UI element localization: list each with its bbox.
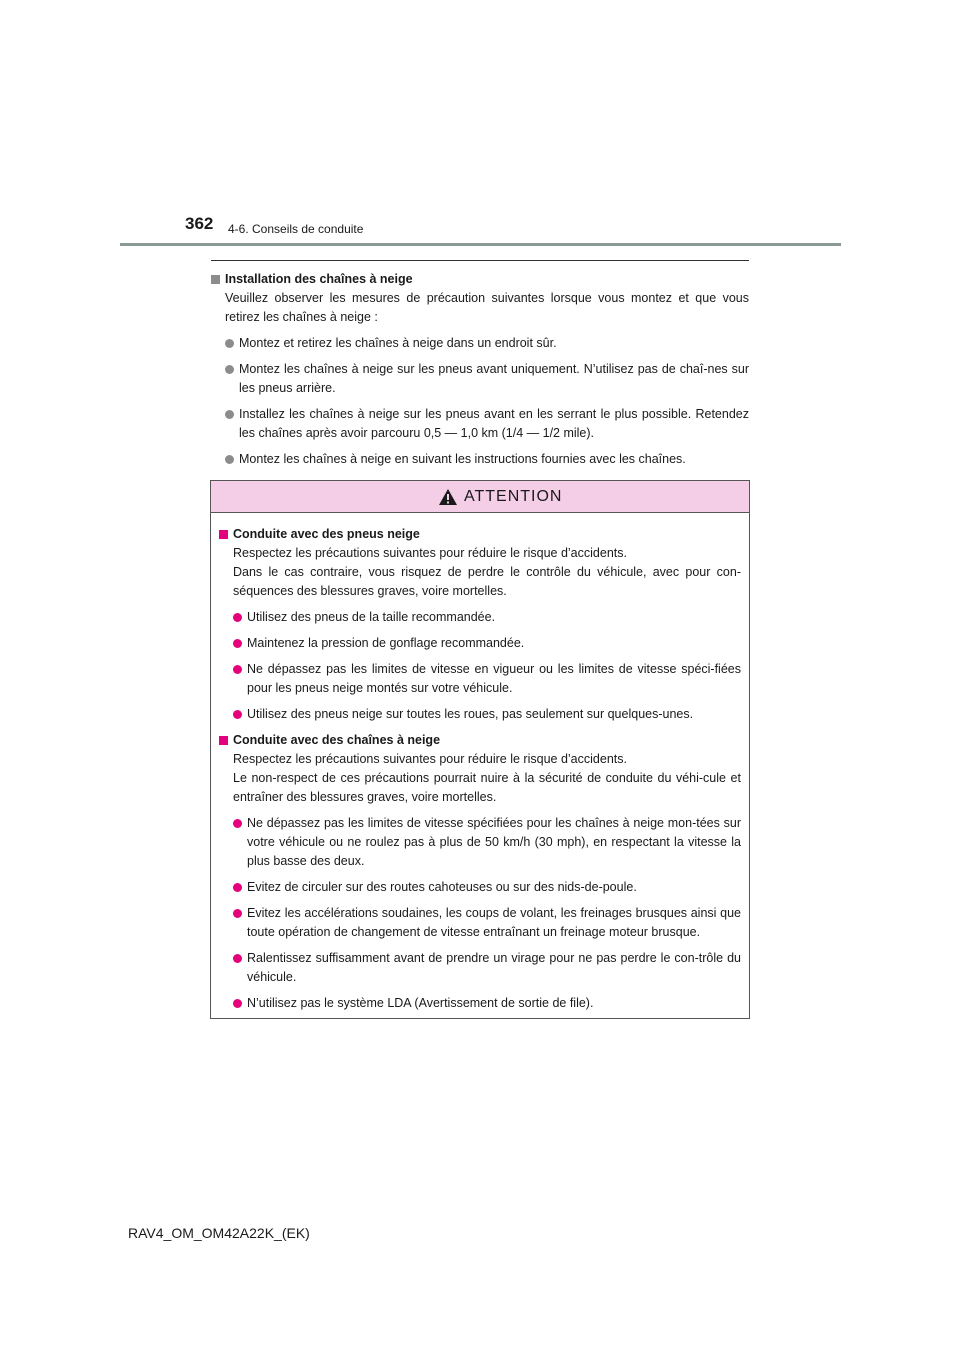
circle-bullet-icon xyxy=(233,665,242,674)
list-item: Ne dépassez pas les limites de vitesse spécifiées pour les chaînes à neige mon-tées sur votre véhicule ou ne roulez pas à plus de 50 km/h (30 mph), en respectant la vitesse la plus basse des deux. xyxy=(219,814,741,871)
list-item: Maintenez la pression de gonflage recommandée. xyxy=(219,634,741,653)
attention-body xyxy=(211,513,749,1013)
circle-bullet-icon xyxy=(225,365,234,374)
list-item: Installez les chaînes à neige sur les pneus avant en les serrant le plus possible. Retendez les chaînes après avoir parcouru 0,5 — 1,0 km (1/4 — 1/2 mile). xyxy=(211,405,749,443)
section-intro: Veuillez observer les mesures de précaution suivantes lorsque vous montez et que vous retirez les chaînes à neige : xyxy=(225,291,749,324)
list-item: Ralentissez suffisamment avant de prendre un virage pour ne pas perdre le con-trôle du véhicule. xyxy=(219,949,741,987)
list-item: Montez les chaînes à neige en suivant les instructions fournies avec les chaînes. xyxy=(211,450,749,469)
list-item: Utilisez des pneus neige sur toutes les roues, pas seulement sur quelques-unes. xyxy=(219,705,741,724)
attention-heading-snow-tires: Conduite avec des pneus neige xyxy=(219,525,741,544)
list-item: Ne dépassez pas les limites de vitesse en vigueur ou les limites de vitesse spéci-fiées pour les pneus neige montés sur votre véhicule. xyxy=(219,660,741,698)
square-bullet-icon xyxy=(211,275,220,284)
list-item: Montez les chaînes à neige sur les pneus avant uniquement. N’utilisez pas de chaî-nes sur les pneus arrière. xyxy=(211,360,749,398)
circle-bullet-icon xyxy=(225,410,234,419)
section-heading: Installation des chaînes à neige xyxy=(211,270,749,289)
warning-triangle-icon xyxy=(438,488,458,506)
circle-bullet-icon xyxy=(233,710,242,719)
section-title: 4-6. Conseils de conduite xyxy=(228,222,364,236)
section-divider xyxy=(211,260,749,261)
attention-intro: Respectez les précautions suivantes pour réduire le risque d’accidents. xyxy=(233,546,627,560)
square-bullet-icon xyxy=(219,736,228,745)
attention-header xyxy=(211,481,749,513)
header-rule xyxy=(120,243,841,246)
page-number: 362 xyxy=(185,214,214,233)
attention-intro: Dans le cas contraire, vous risquez de perdre le contrôle du véhicule, avec pour con-séquences des blessures graves, voire mortelles. xyxy=(233,565,741,598)
square-bullet-icon xyxy=(219,530,228,539)
list-item: Utilisez des pneus de la taille recommandée. xyxy=(219,608,741,627)
circle-bullet-icon xyxy=(233,883,242,892)
circle-bullet-icon xyxy=(225,339,234,348)
attention-box xyxy=(210,480,750,1019)
document-code: RAV4_OM_OM42A22K_(EK) xyxy=(128,1225,310,1241)
circle-bullet-icon xyxy=(233,613,242,622)
attention-intro: Respectez les précautions suivantes pour réduire le risque d’accidents. xyxy=(233,752,627,766)
circle-bullet-icon xyxy=(233,639,242,648)
snow-chains-install-section xyxy=(211,270,749,476)
list-item: Evitez les accélérations soudaines, les coups de volant, les freinages brusques ainsi que toute opération de changement de vitesse entraînant un freinage moteur brusque. xyxy=(219,904,741,942)
circle-bullet-icon xyxy=(233,819,242,828)
circle-bullet-icon xyxy=(225,455,234,464)
attention-heading-snow-chains: Conduite avec des chaînes à neige xyxy=(219,731,741,750)
circle-bullet-icon xyxy=(233,999,242,1008)
list-item: Montez et retirez les chaînes à neige dans un endroit sûr. xyxy=(211,334,749,353)
attention-intro: Le non-respect de ces précautions pourrait nuire à la sécurité de conduite du véhi-cule et entraîner des blessures graves, voire mortelles. xyxy=(233,771,741,804)
circle-bullet-icon xyxy=(233,954,242,963)
attention-title: ATTENTION xyxy=(464,488,563,505)
list-item: N’utilisez pas le système LDA (Avertissement de sortie de file). xyxy=(219,994,741,1013)
circle-bullet-icon xyxy=(233,909,242,918)
list-item: Evitez de circuler sur des routes cahoteuses ou sur des nids-de-poule. xyxy=(219,878,741,897)
